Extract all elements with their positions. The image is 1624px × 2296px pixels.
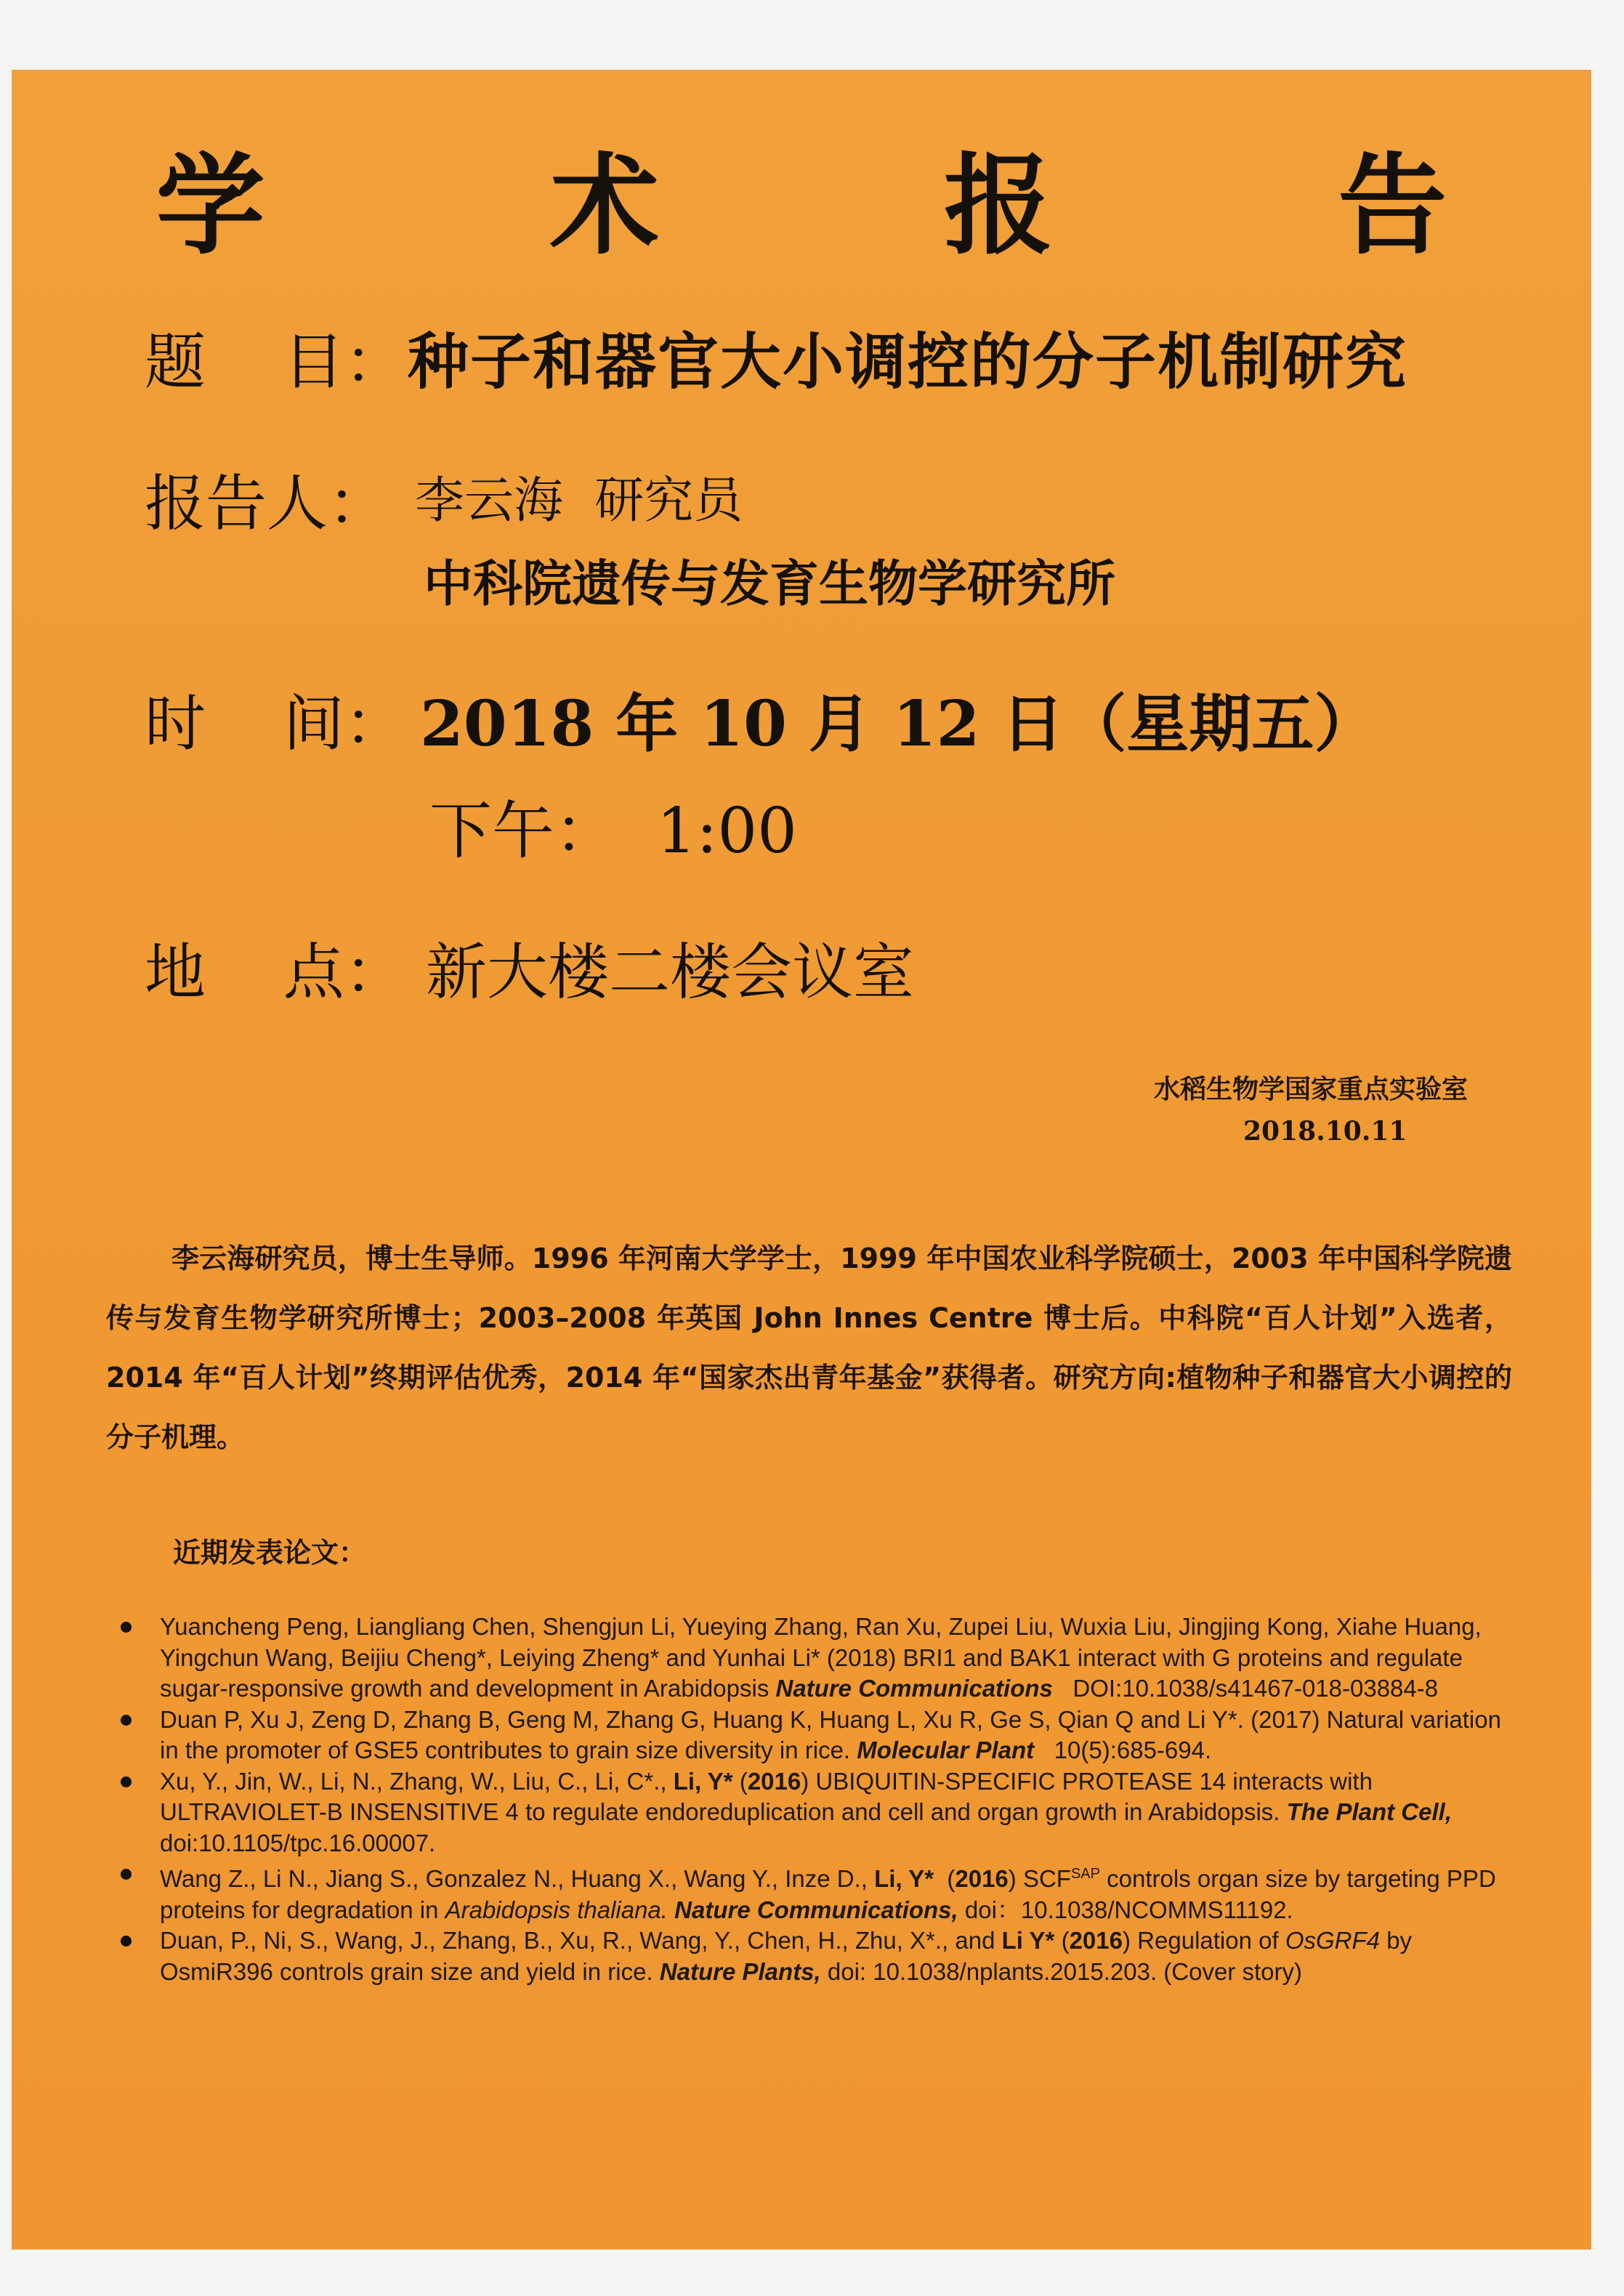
date-value: 2018 年 10 月 12 日（星期五） [420, 687, 1377, 761]
publication-item: Duan, P., Ni, S., Wang, J., Zhang, B., Xu, R., Wang, Y., Chen, H., Zhu, X*., and Li Y* (2016) Regulation of OsGRF4 by OsmiR396 controls grain size and yield in rice. Nature Plants, doi: 10.1038/nplants.2015.203. (Cover story) [113, 1925, 1516, 1987]
organizer: 水稻生物学国家重点实验室 [1153, 1074, 1468, 1104]
publication-authors: Duan, P., Ni, S., Wang, J., Zhang, B., Xu, R., Wang, Y., Chen, H., Zhu, X*., and [160, 1927, 995, 1954]
speaker-name: 李云海 研究员 [415, 472, 743, 530]
publications-heading: 近期发表论文： [173, 1537, 367, 1569]
publication-authors: Wang Z., Li N., Jiang S., Gonzalez N., Huang X., Wang Y., Inze D., [160, 1865, 868, 1892]
journal-name: Nature Communications [775, 1675, 1053, 1702]
superscript: SAP [1070, 1866, 1100, 1882]
place-value: 新大楼二楼会议室 [426, 937, 915, 1008]
species-name: Arabidopsis thaliana. [445, 1896, 668, 1923]
publication-item: Wang Z., Li N., Jiang S., Gonzalez N., Huang X., Wang Y., Inze D., Li, Y* (2016) $SCF^{SAP}$ controls organ size by targeting PPD proteins for degradation in Arabidopsis thaliana. Nature Communications, doi：10.1038/NCOMMS11192. [113, 1859, 1516, 1925]
publication-doi: doi：10.1038/NCOMMS11192. [964, 1896, 1293, 1923]
topic-value: 种子和器官大小调控的分子机制研究 [408, 326, 1408, 397]
journal-name: Nature Communications, [674, 1896, 958, 1923]
publications-list [113, 1612, 1516, 1987]
publication-year: 2016 [1069, 1927, 1123, 1954]
highlight-author: Li, Y* [874, 1865, 934, 1892]
speaker-label: 报告人： [145, 468, 389, 539]
speaker-institute: 中科院遗传与发育生物学研究所 [424, 556, 1116, 613]
publication-doi: doi:10.1105/tpc.16.00007. [160, 1829, 436, 1856]
poster-title: 学 术 报 告 [155, 142, 1571, 270]
journal-name: The Plant Cell, [1286, 1798, 1452, 1825]
publication-title: UBIQUITIN-SPECIFIC PROTEASE 14 interacts with ULTRAVIOLET-B INSENSITIVE 4 to regulate endoreduplication and cell and organ growth in Arabidopsis. [160, 1767, 1373, 1825]
publication-title: SCF [1022, 1865, 1071, 1892]
publication-doi: DOI:10.1038/s41467-018-03884-8 [1072, 1675, 1439, 1702]
issue-date: 2018.10.11 [1243, 1116, 1407, 1147]
time-value: 下午： 1:00 [429, 795, 797, 868]
place-label: 地 点： [145, 937, 405, 1008]
speaker-bio: 李云海研究员，博士生导师。1996 年河南大学学士，1999 年中国农业科学院硕士，2003 年中国科学院遗传与发育生物学研究所博士；2003–2008 年英国 John Innes Centre 博士后。中科院“百人计划”入选者，2014 年“百人计划”终期评估优秀，2014 年“国家杰出青年基金”获得者。研究方向:植物种子和器官大小调控的分子机理。 [106, 1242, 1512, 1453]
poster-sheet [12, 70, 1591, 2249]
publication-year: 2016 [747, 1767, 801, 1795]
publication-doi: doi: 10.1038/nplants.2015.203. (Cover story) [827, 1957, 1302, 1985]
publication-title: Regulation of [1137, 1927, 1279, 1954]
publication-title-rest: controls organ size by targeting PPD proteins for degradation in [160, 1865, 1496, 1923]
publication-item [113, 1705, 1516, 1766]
publication-doi: 10(5):685-694. [1054, 1737, 1212, 1763]
publication-year: 2016 [955, 1865, 1009, 1892]
highlight-author: Li Y* [1001, 1927, 1055, 1954]
publication-item: Xu, Y., Jin, W., Li, N., Zhang, W., Liu, C., Li, C*., Li, Y* (2016) UBIQUITIN-SPECIFIC PROTEASE 14 interacts with ULTRAVIOLET-B INSENSITIVE 4 to regulate endoreduplication and cell and organ growth in Arabidopsis. The Plant Cell, doi:10.1105/tpc.16.00007. [113, 1766, 1516, 1859]
journal-name: Molecular Plant [857, 1737, 1035, 1763]
highlight-author: Li, Y* [673, 1767, 733, 1795]
topic-label: 题 目： [145, 326, 405, 397]
gene-name: OsGRF4 [1285, 1927, 1381, 1954]
publication-text: Yuancheng Peng, Liangliang Chen, Shengjun Li, Yueying Zhang, Ran Xu, Zupei Liu, Wuxia Liu, Jingjing Kong, Xiahe Huang, Yingchun Wang, Beijiu Cheng*, Leiying Zheng* and Yunhai Li* (2018) BRI1 and BAK1 interact with G proteins and regulate sugar-responsive growth and development in Arabidopsis [160, 1613, 1482, 1702]
publication-authors: Xu, Y., Jin, W., Li, N., Zhang, W., Liu, C., Li, C*., [160, 1767, 667, 1795]
publication-title-rest: by OsmiR396 controls grain size and yield in rice. [160, 1927, 1413, 1985]
time-label: 时 间： [145, 688, 405, 759]
journal-name: Nature Plants, [659, 1957, 821, 1985]
publication-item [113, 1612, 1516, 1705]
publication-text: Duan P, Xu J, Zeng D, Zhang B, Geng M, Zhang G, Huang K, Huang L, Xu R, Ge S, Qian Q and Li Y*. (2017) Natural variation in the promoter of GSE5 contributes to grain size diversity in rice. [160, 1705, 1501, 1763]
